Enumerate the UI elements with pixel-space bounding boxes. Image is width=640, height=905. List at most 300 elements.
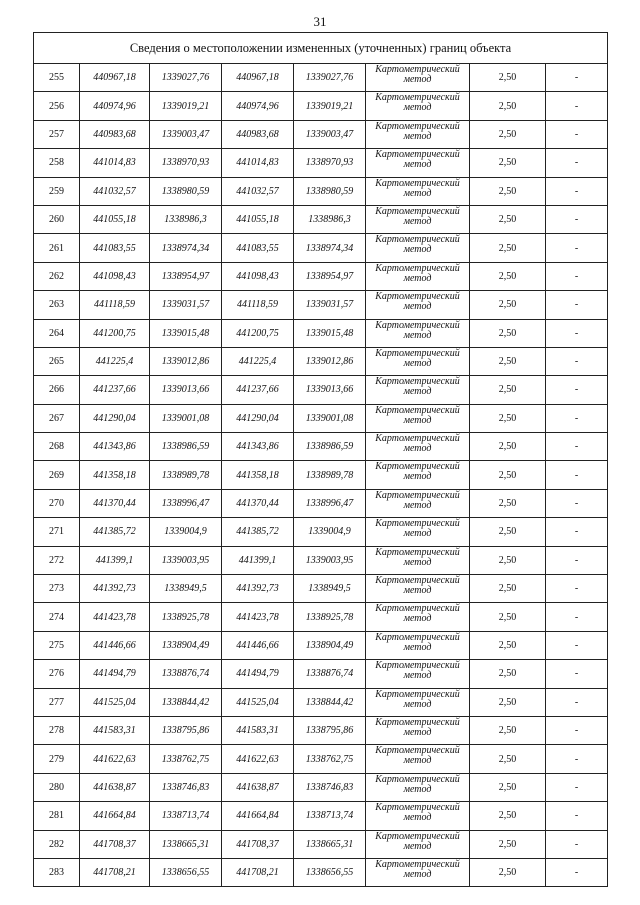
existing-x-cell: 441370,44 [80,489,150,517]
accuracy-cell: 2,50 [470,546,546,574]
point-number: 265 [34,347,80,375]
method-cell [366,660,470,688]
existing-x-cell: 441358,18 [80,461,150,489]
new-x-cell: 441358,18 [222,461,294,489]
method-line-2: метод [403,613,432,625]
new-y-cell: 1338665,31 [294,830,366,858]
note-cell: - [546,149,608,177]
table-row [34,262,608,290]
accuracy-cell: 2,50 [470,773,546,801]
table-row [34,149,608,177]
existing-y-cell: 1339012,86 [150,347,222,375]
method-cell [366,319,470,347]
existing-y-cell: 1338713,74 [150,802,222,830]
page-number: 31 [313,14,327,29]
note-cell: - [546,575,608,603]
existing-y-cell: 1339031,57 [150,291,222,319]
method-line-2: метод [403,357,432,369]
method-line-2: метод [403,386,432,398]
new-x-cell: 441708,21 [222,858,294,886]
method-line-2: метод [403,755,432,767]
existing-y-cell: 1338746,83 [150,773,222,801]
existing-y-cell: 1338986,3 [150,205,222,233]
existing-y-cell: 1339013,66 [150,376,222,404]
new-x-cell: 441237,66 [222,376,294,404]
new-x-cell: 441098,43 [222,262,294,290]
note-cell: - [546,347,608,375]
table-row [34,177,608,205]
table-row [34,631,608,659]
new-y-cell: 1338904,49 [294,631,366,659]
new-y-cell: 1338844,42 [294,688,366,716]
existing-x-cell: 441392,73 [80,575,150,603]
table-row [34,347,608,375]
existing-x-cell: 441446,66 [80,631,150,659]
point-number: 277 [34,688,80,716]
note-cell: - [546,291,608,319]
new-x-cell: 441385,72 [222,518,294,546]
method-cell [366,858,470,886]
accuracy-cell: 2,50 [470,688,546,716]
existing-x-cell: 441083,55 [80,234,150,262]
new-x-cell: 441032,57 [222,177,294,205]
note-cell: - [546,546,608,574]
method-line-1: Картометрический [375,518,460,530]
new-y-cell: 1339027,76 [294,64,366,92]
accuracy-cell: 2,50 [470,291,546,319]
method-line-1: Картометрический [375,631,460,643]
existing-y-cell: 1339015,48 [150,319,222,347]
note-cell: - [546,858,608,886]
point-number: 269 [34,461,80,489]
new-y-cell: 1338954,97 [294,262,366,290]
method-cell [366,773,470,801]
existing-x-cell: 441032,57 [80,177,150,205]
accuracy-cell: 2,50 [470,489,546,517]
existing-x-cell: 440967,18 [80,64,150,92]
method-line-1: Картометрический [375,461,460,473]
table-row [34,64,608,92]
method-line-2: метод [403,414,432,426]
existing-x-cell: 441399,1 [80,546,150,574]
method-cell [366,262,470,290]
method-line-2: метод [403,471,432,483]
method-line-2: метод [403,556,432,568]
new-y-cell: 1338762,75 [294,745,366,773]
method-line-1: Картометрический [375,489,460,501]
new-y-cell: 1338980,59 [294,177,366,205]
new-y-cell: 1338986,3 [294,205,366,233]
existing-y-cell: 1338665,31 [150,830,222,858]
accuracy-cell: 2,50 [470,745,546,773]
method-line-1: Картометрический [375,546,460,558]
new-x-cell: 441583,31 [222,716,294,744]
method-line-2: метод [403,244,432,256]
new-x-cell: 441399,1 [222,546,294,574]
method-line-2: метод [403,585,432,597]
point-number: 281 [34,802,80,830]
note-cell: - [546,773,608,801]
method-cell [366,461,470,489]
new-x-cell: 441370,44 [222,489,294,517]
point-number: 282 [34,830,80,858]
accuracy-cell: 2,50 [470,461,546,489]
new-y-cell: 1338949,5 [294,575,366,603]
method-cell [366,603,470,631]
existing-x-cell: 441622,63 [80,745,150,773]
existing-y-cell: 1338970,93 [150,149,222,177]
new-x-cell: 441343,86 [222,433,294,461]
existing-x-cell: 441098,43 [80,262,150,290]
method-line-1: Картометрический [375,688,460,700]
method-line-2: метод [403,528,432,540]
new-x-cell: 440983,68 [222,120,294,148]
new-x-cell: 441055,18 [222,205,294,233]
new-y-cell: 1338925,78 [294,603,366,631]
method-line-1: Картометрический [375,433,460,445]
new-y-cell: 1339001,08 [294,404,366,432]
point-number: 255 [34,64,80,92]
table-row [34,858,608,886]
method-cell [366,575,470,603]
note-cell: - [546,234,608,262]
accuracy-cell: 2,50 [470,262,546,290]
accuracy-cell: 2,50 [470,319,546,347]
method-line-1: Картометрический [375,376,460,388]
method-line-1: Картометрический [375,716,460,728]
existing-x-cell: 440974,96 [80,92,150,120]
new-y-cell: 1338970,93 [294,149,366,177]
accuracy-cell: 2,50 [470,660,546,688]
method-cell [366,433,470,461]
method-cell [366,92,470,120]
existing-x-cell: 441200,75 [80,319,150,347]
new-x-cell: 440974,96 [222,92,294,120]
method-line-1: Картометрический [375,830,460,842]
new-y-cell: 1339012,86 [294,347,366,375]
note-cell: - [546,660,608,688]
table-row [34,603,608,631]
existing-y-cell: 1339003,95 [150,546,222,574]
point-number: 279 [34,745,80,773]
table-row [34,433,608,461]
table-header-row [34,33,608,64]
existing-y-cell: 1339019,21 [150,92,222,120]
accuracy-cell: 2,50 [470,177,546,205]
method-line-1: Картометрический [375,858,460,870]
accuracy-cell: 2,50 [470,518,546,546]
table-row [34,92,608,120]
method-line-2: метод [403,641,432,653]
existing-x-cell: 441014,83 [80,149,150,177]
method-line-2: метод [403,840,432,852]
note-cell: - [546,177,608,205]
method-cell [366,404,470,432]
method-cell [366,716,470,744]
method-line-1: Картометрический [375,64,460,75]
method-line-1: Картометрический [375,291,460,303]
method-cell [366,688,470,716]
method-line-1: Картометрический [375,149,460,161]
method-line-1: Картометрический [375,745,460,757]
existing-y-cell: 1338762,75 [150,745,222,773]
accuracy-cell: 2,50 [470,404,546,432]
new-x-cell: 441014,83 [222,149,294,177]
accuracy-cell: 2,50 [470,64,546,92]
existing-x-cell: 441583,31 [80,716,150,744]
note-cell: - [546,745,608,773]
method-cell [366,234,470,262]
accuracy-cell: 2,50 [470,858,546,886]
point-number: 261 [34,234,80,262]
note-cell: - [546,404,608,432]
method-cell [366,291,470,319]
method-cell [366,802,470,830]
new-y-cell: 1338974,34 [294,234,366,262]
existing-y-cell: 1338656,55 [150,858,222,886]
new-y-cell: 1339019,21 [294,92,366,120]
method-line-2: метод [403,187,432,199]
accuracy-cell: 2,50 [470,433,546,461]
table-body [34,33,608,887]
existing-y-cell: 1338876,74 [150,660,222,688]
note-cell: - [546,461,608,489]
method-cell [366,120,470,148]
new-y-cell: 1338795,86 [294,716,366,744]
existing-x-cell: 441664,84 [80,802,150,830]
boundary-coordinates-table [33,32,608,887]
accuracy-cell: 2,50 [470,575,546,603]
table-row [34,376,608,404]
existing-x-cell: 441225,4 [80,347,150,375]
accuracy-cell: 2,50 [470,716,546,744]
note-cell: - [546,830,608,858]
existing-x-cell: 440983,68 [80,120,150,148]
method-line-2: метод [403,443,432,455]
note-cell: - [546,205,608,233]
note-cell: - [546,262,608,290]
method-cell [366,347,470,375]
method-cell [366,177,470,205]
method-line-1: Картометрический [375,404,460,416]
table-row [34,660,608,688]
new-y-cell: 1338876,74 [294,660,366,688]
method-line-1: Картометрический [375,773,460,785]
note-cell: - [546,603,608,631]
method-line-2: метод [403,301,432,313]
new-x-cell: 441446,66 [222,631,294,659]
method-line-2: метод [403,102,432,114]
table-row [34,461,608,489]
method-line-1: Картометрический [375,234,460,246]
method-cell [366,546,470,574]
method-line-1: Картометрический [375,347,460,359]
method-cell [366,149,470,177]
method-cell [366,518,470,546]
point-number: 262 [34,262,80,290]
method-line-2: метод [403,159,432,171]
table-row [34,404,608,432]
table-row [34,802,608,830]
existing-y-cell: 1338954,97 [150,262,222,290]
accuracy-cell: 2,50 [470,830,546,858]
method-line-2: метод [403,783,432,795]
note-cell: - [546,376,608,404]
point-number: 264 [34,319,80,347]
new-x-cell: 441225,4 [222,347,294,375]
point-number: 256 [34,92,80,120]
existing-x-cell: 441525,04 [80,688,150,716]
existing-y-cell: 1338949,5 [150,575,222,603]
point-number: 258 [34,149,80,177]
new-x-cell: 441392,73 [222,575,294,603]
accuracy-cell: 2,50 [470,802,546,830]
new-y-cell: 1339015,48 [294,319,366,347]
existing-x-cell: 441343,86 [80,433,150,461]
new-x-cell: 441494,79 [222,660,294,688]
method-line-1: Картометрический [375,177,460,189]
new-y-cell: 1338986,59 [294,433,366,461]
method-line-1: Картометрический [375,575,460,587]
point-number: 274 [34,603,80,631]
method-line-2: метод [403,74,432,85]
method-cell [366,631,470,659]
new-y-cell: 1338996,47 [294,489,366,517]
note-cell: - [546,802,608,830]
table-title: Сведения о местоположении измененных (уточненных) границ объекта [34,33,608,64]
method-line-2: метод [403,670,432,682]
table-row [34,546,608,574]
existing-y-cell: 1338996,47 [150,489,222,517]
note-cell: - [546,631,608,659]
table-row [34,120,608,148]
method-line-2: метод [403,215,432,227]
existing-x-cell: 441423,78 [80,603,150,631]
method-line-2: метод [403,329,432,341]
point-number: 276 [34,660,80,688]
new-x-cell: 441118,59 [222,291,294,319]
note-cell: - [546,92,608,120]
existing-x-cell: 441494,79 [80,660,150,688]
existing-x-cell: 441237,66 [80,376,150,404]
point-number: 271 [34,518,80,546]
new-x-cell: 441708,37 [222,830,294,858]
accuracy-cell: 2,50 [470,376,546,404]
method-cell [366,830,470,858]
existing-y-cell: 1338795,86 [150,716,222,744]
existing-x-cell: 441638,87 [80,773,150,801]
point-number: 257 [34,120,80,148]
table-row [34,234,608,262]
existing-y-cell: 1338986,59 [150,433,222,461]
new-y-cell: 1338746,83 [294,773,366,801]
existing-y-cell: 1338925,78 [150,603,222,631]
note-cell: - [546,433,608,461]
point-number: 278 [34,716,80,744]
existing-x-cell: 441290,04 [80,404,150,432]
table-row [34,291,608,319]
method-line-2: метод [403,726,432,738]
point-number: 280 [34,773,80,801]
point-number: 273 [34,575,80,603]
method-line-1: Картометрический [375,205,460,217]
table-row [34,319,608,347]
new-y-cell: 1339003,47 [294,120,366,148]
method-cell [366,745,470,773]
note-cell: - [546,518,608,546]
point-number: 275 [34,631,80,659]
point-number: 283 [34,858,80,886]
note-cell: - [546,64,608,92]
new-x-cell: 441525,04 [222,688,294,716]
existing-y-cell: 1338844,42 [150,688,222,716]
table-row [34,716,608,744]
table-row [34,518,608,546]
method-line-2: метод [403,272,432,284]
table-row [34,830,608,858]
new-x-cell: 441664,84 [222,802,294,830]
table-row [34,688,608,716]
point-number: 259 [34,177,80,205]
method-line-2: метод [403,812,432,824]
table-row [34,489,608,517]
table-row [34,773,608,801]
new-x-cell: 441423,78 [222,603,294,631]
existing-y-cell: 1338980,59 [150,177,222,205]
new-y-cell: 1339003,95 [294,546,366,574]
existing-y-cell: 1339001,08 [150,404,222,432]
method-line-1: Картометрический [375,120,460,132]
method-cell [366,64,470,92]
point-number: 263 [34,291,80,319]
table-row [34,205,608,233]
existing-y-cell: 1339027,76 [150,64,222,92]
new-x-cell: 440967,18 [222,64,294,92]
point-number: 268 [34,433,80,461]
point-number: 266 [34,376,80,404]
method-line-2: метод [403,868,432,880]
new-y-cell: 1338656,55 [294,858,366,886]
accuracy-cell: 2,50 [470,120,546,148]
table-row [34,575,608,603]
method-cell [366,376,470,404]
existing-y-cell: 1338904,49 [150,631,222,659]
new-x-cell: 441638,87 [222,773,294,801]
point-number: 272 [34,546,80,574]
new-y-cell: 1339031,57 [294,291,366,319]
method-line-1: Картометрический [375,660,460,672]
new-x-cell: 441622,63 [222,745,294,773]
accuracy-cell: 2,50 [470,92,546,120]
existing-y-cell: 1338989,78 [150,461,222,489]
existing-y-cell: 1339004,9 [150,518,222,546]
point-number: 267 [34,404,80,432]
accuracy-cell: 2,50 [470,347,546,375]
note-cell: - [546,688,608,716]
existing-x-cell: 441055,18 [80,205,150,233]
existing-y-cell: 1338974,34 [150,234,222,262]
note-cell: - [546,120,608,148]
note-cell: - [546,489,608,517]
new-x-cell: 441200,75 [222,319,294,347]
method-line-1: Картометрический [375,603,460,615]
new-y-cell: 1338713,74 [294,802,366,830]
method-line-1: Картометрический [375,92,460,104]
method-line-2: метод [403,698,432,710]
point-number: 270 [34,489,80,517]
accuracy-cell: 2,50 [470,149,546,177]
existing-y-cell: 1339003,47 [150,120,222,148]
